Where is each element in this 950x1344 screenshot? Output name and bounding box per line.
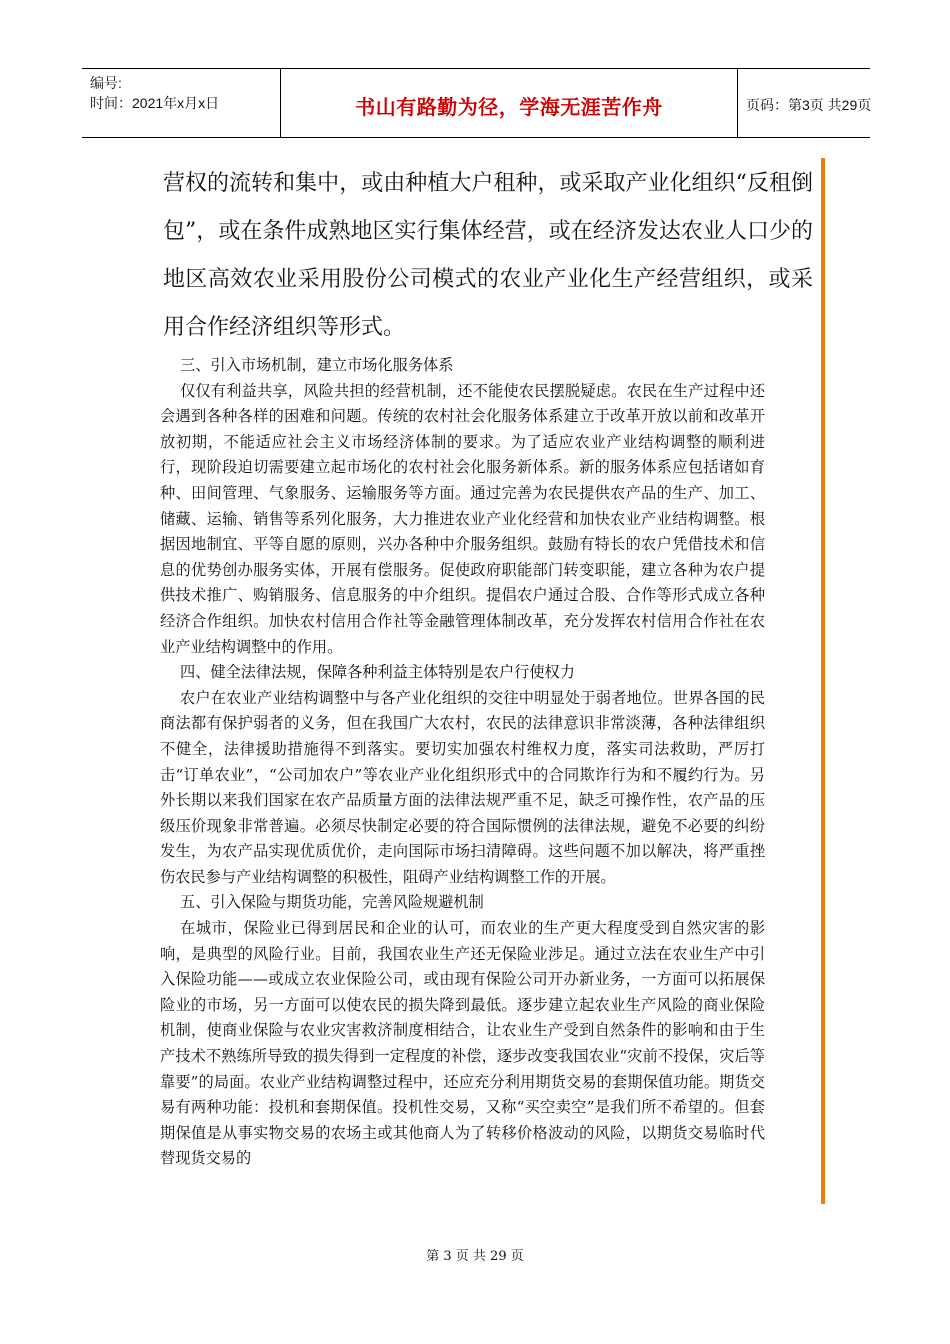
page-footer: 第 3 页 共 29 页 <box>426 1249 524 1264</box>
lead-paragraph: 营权的流转和集中，或由种植大户租种，或采取产业化组织“反租倒包”，或在条件成熟地区实行集体经营，或在经济发达农业人口少的地区高效农业采用股份公司模式的农业产业化生产经营组织，或采用合作经济组织等形式。 <box>163 171 813 340</box>
header-page-cell <box>738 69 870 137</box>
header-table <box>82 68 870 138</box>
paragraph-5: 在城市，保险业已得到居民和企业的认可，而农业的生产更大程度受到自然灾害的影响，是典型的风险行业。目前，我国农业生产还无保险业涉足。通过立法在农业生产中引入保险功能——或成立农业保险公司，或由现有保险公司开办新业务，一方面可以拓展保险业的市场，另一方面可以使农民的损失降到最低。逐步建立起农业生产风险的商业保险机制，使商业保险与农业灾害救济制度相结合，让农业生产受到自然条件的影响和由于生产技术不熟练所导致的损失得到一定程度的补偿，逐步改变我国农业“灾前不投保，灾后等靠要”的局面。农业产业结构调整过程中，还应充分利用期货交易的套期保值功能。期货交易有两种功能：投机和套期保值。投机性交易，又称“买空卖空”是我们所不希望的。但套期保值是从事实物交易的农场主或其他商人为了转移价格波动的风险，以期货交易临时代替现货交易的 <box>160 919 765 1168</box>
header-motto-cell <box>281 69 738 137</box>
section-heading-5: 五、引入保险与期货功能，完善风险规避机制 <box>180 893 484 912</box>
document-body <box>160 353 765 1172</box>
document-date: 时间：2021年x月x日 <box>90 95 220 111</box>
header-motto: 书山有路勤为径，学海无涯苦作舟 <box>355 95 663 119</box>
orange-margin-bar <box>821 158 825 1204</box>
paragraph-4: 农户在农业产业结构调整中与各产业化组织的交往中明显处于弱者地位。世界各国的民商法都有保护弱者的义务，但在我国广大农村，农民的法律意识非常淡薄，各种法律组织不健全，法律援助措施得不到落实。要切实加强农村维权力度，落实司法救助，严厉打击“订单农业”，“公司加农户”等农业产业化组织形式中的合同欺诈行为和不履约行为。另外长期以来我们国家在农产品质量方面的法律法规严重不足，缺乏可操作性，农产品的压级压价现象非常普遍。必须尽快制定必要的符合国际惯例的法律法规，避免不必要的纠纷发生，为农产品实现优质优价，走向国际市场扫清障碍。这些问题不加以解决，将严重挫伤农民参与产业结构调整的积极性，阻碍产业结构调整工作的开展。 <box>160 688 765 886</box>
section-heading-3: 三、引入市场机制，建立市场化服务体系 <box>180 356 454 374</box>
paragraph-3: 仅仅有利益共享，风险共担的经营机制，还不能使农民摆脱疑虑。农民在生产过程中还会遇到各种各样的困难和问题。传统的农村社会化服务体系建立于改革开放以前和改革开放初期，不能适应社会主义市场经济体制的要求。为了适应农业产业结构调整的顺利进行，现阶段迫切需要建立起市场化的农村社会化服务新体系。新的服务体系应包括诸如育种、田间管理、气象服务、运输服务等方面。通过完善为农民提供农产品的生产、加工、储藏、运输、销售等系列化服务，大力推进农业产业化经营和加快农业产业结构调整。根据因地制宜、平等自愿的原则，兴办各种中介服务组织。鼓励有特长的农户凭借技术和信息的优势创办服务实体，开展有偿服务。促使政府职能部门转变职能，建立各种为农户提供技术推广、购销服务、信息服务的中介组织。提倡农户通过合股、合作等形式成立各种经济合作组织。加快农村信用合作社等金融管理体制改革，充分发挥农村信用合作社在农业产业结构调整中的作用。 <box>160 381 765 656</box>
header-page-info: 页码：第3页 共29页 <box>746 97 872 113</box>
document-number-label: 编号: <box>90 75 122 91</box>
section-heading-4: 四、健全法律法规，保障各种利益主体特别是农户行使权力 <box>180 663 575 682</box>
header-meta-cell <box>82 69 281 137</box>
